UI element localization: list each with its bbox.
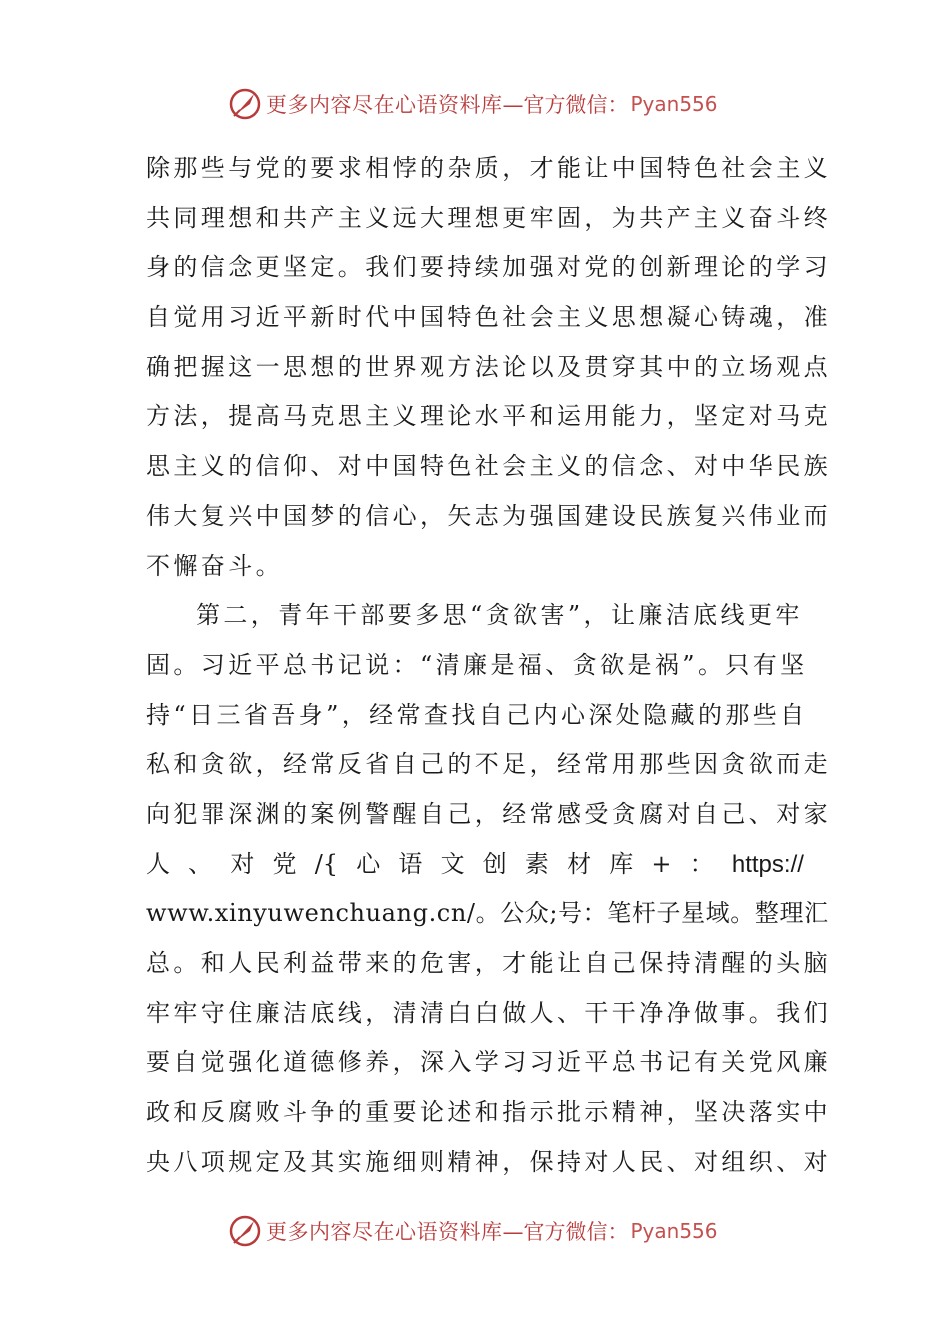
body-line: 方法，提高马克思主义理论水平和运用能力，坚定对马克	[146, 402, 831, 431]
body-line: 固。习近平总书记说：“清廉是福、贪欲是祸”。只有坚	[146, 650, 808, 679]
paragraph-start-line: 第二，青年干部要多思“贪欲害”，让廉洁底线更牢	[196, 601, 803, 630]
body-line: 伟大复兴中国梦的信心，矢志为强国建设民族复兴伟业而	[146, 501, 831, 530]
body-line: 除那些与党的要求相悖的杂质，才能让中国特色社会主义	[146, 154, 831, 182]
body-line: 牢牢守住廉洁底线，清清白白做人、干干净净做事。我们	[146, 998, 831, 1027]
line-token: 党	[272, 849, 297, 878]
quill-logo-icon	[228, 1214, 262, 1248]
body-line: 私和贪欲，经常反省自己的不足，经常用那些因贪欲而走	[146, 750, 831, 779]
banner-separator: —官方微信：	[502, 93, 629, 117]
line-token: 文	[440, 849, 465, 878]
line-token: ：	[689, 849, 714, 878]
banner-title: 更多内容尽在心语资料库	[266, 93, 503, 117]
line-token: 素	[524, 849, 549, 878]
body-line: 身的信念更坚定。我们要持续加强对党的创新理论的学习	[146, 253, 831, 282]
body-line: 自觉用习近平新时代中国特色社会主义思想凝心铸魂，准	[146, 303, 831, 332]
body-line: 共同理想和共产主义远大理想更牢固，为共产主义奋斗终	[146, 203, 831, 232]
body-line: 不懈奋斗。	[146, 551, 283, 580]
banner-wechat-id: Pyan556	[630, 1219, 718, 1243]
body-line: 向犯罪深渊的案例警醒自己，经常感受贪腐对自己、对家	[146, 799, 831, 828]
quill-logo-icon	[228, 87, 262, 121]
body-line-url: www.xinyuwenchuang.cn/。公众;号：笔杆子星域。整理汇	[146, 899, 829, 928]
body-line: 要自觉强化道德修养，深入学习习近平总书记有关党风廉	[146, 1048, 831, 1077]
line-token: +	[651, 849, 672, 878]
body-line: 总。和人民利益带来的危害，才能让自己保持清醒的头脑	[146, 949, 831, 977]
line-token: 语	[398, 849, 423, 878]
line-token: https://	[731, 850, 804, 878]
body-line: 确把握这一思想的世界观方法论以及贯穿其中的立场观点	[146, 352, 831, 381]
document-body	[146, 144, 831, 1187]
banner-separator: —官方微信：	[502, 1220, 629, 1244]
body-line: 思主义的信仰、对中国特色社会主义的信念、对中华民族	[146, 452, 831, 481]
body-line: 政和反腐败斗争的重要论述和指示批示精神，坚决落实中	[146, 1098, 831, 1127]
banner-title: 更多内容尽在心语资料库	[266, 1220, 503, 1244]
line-token: 人	[146, 849, 170, 878]
line-token: 心	[356, 849, 381, 878]
body-line: 央八项规定及其实施细则精神，保持对人民、对组织、对	[146, 1147, 831, 1176]
body-line: 持“日三省吾身”，经常查找自己内心深处隐藏的那些自	[146, 700, 808, 729]
line-token: 材	[567, 849, 592, 878]
line-token: 创	[482, 849, 507, 878]
body-line-spaced	[146, 840, 804, 890]
line-token: 对	[230, 849, 255, 878]
line-token: 、	[188, 849, 213, 878]
footer-banner	[228, 1211, 718, 1251]
banner-wechat-id: Pyan556	[630, 92, 718, 116]
header-banner	[228, 84, 718, 124]
line-token: 库	[609, 849, 634, 878]
line-token: /{	[314, 849, 339, 878]
